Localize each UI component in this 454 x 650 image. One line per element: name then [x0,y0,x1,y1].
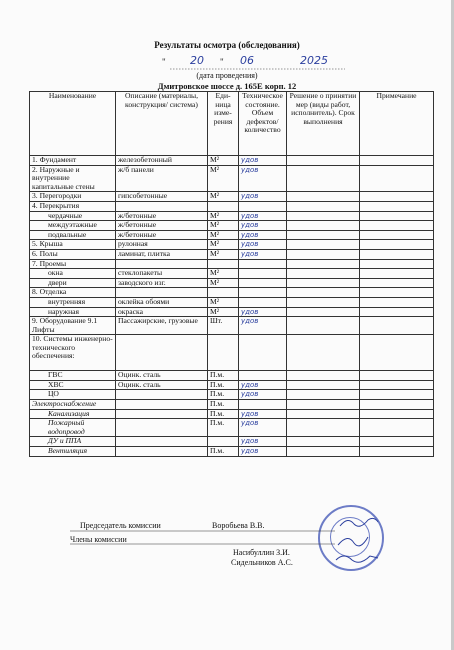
stamp-inner-ring [330,517,370,557]
row-unit: П.м. [208,390,239,400]
table-row [30,288,434,298]
row-description: Оцинк. сталь [116,371,208,381]
row-condition [239,371,287,381]
row-name: 5. Крыша [30,240,116,250]
row-condition [239,269,287,279]
row-name: 10. Системы инженерно-технического обеспечения: [30,335,116,371]
date-caption: (дата проведения) [196,71,258,80]
row-note [360,419,434,437]
row-description [116,447,208,457]
table-row [30,211,434,221]
date-month: 06 [240,54,254,67]
row-note [360,307,434,317]
row-name: ГВС [30,371,116,381]
row-condition [239,297,287,307]
header-name: Наименование [30,92,116,156]
row-decision [287,230,360,240]
row-unit: М² [208,278,239,288]
row-unit: М² [208,269,239,279]
header-unit: Еди-ница изме-рения [208,92,239,156]
row-decision [287,240,360,250]
row-decision [287,437,360,447]
row-description: ж/бетонные [116,211,208,221]
row-note [360,211,434,221]
row-name: 6. Полы [30,249,116,259]
row-condition: удов [239,447,287,457]
row-name: наружная [30,307,116,317]
row-description [116,259,208,269]
row-description: стеклопакеты [116,269,208,279]
row-description [116,400,208,410]
row-description [116,390,208,400]
row-note [360,201,434,211]
row-name: чердачные [30,211,116,221]
row-name: 3. Перегородки [30,192,116,202]
table-row [30,156,434,166]
row-description [116,437,208,447]
row-condition: удов [239,390,287,400]
row-description: окраска [116,307,208,317]
row-description [116,201,208,211]
row-note [360,221,434,231]
table-row [30,400,434,410]
date-quote-close: " [220,57,224,67]
row-description: Оцинк. сталь [116,380,208,390]
row-unit [208,288,239,298]
row-unit: М² [208,192,239,202]
row-unit: П.м. [208,447,239,457]
row-unit [208,437,239,447]
date-year: 2025 [300,54,328,67]
table-row [30,317,434,335]
row-name: ДУ и ППА [30,437,116,447]
row-description: заводского изг. [116,278,208,288]
row-name: 9. Оборудование 9.1 Лифты [30,317,116,335]
row-description: ж/б панели [116,165,208,192]
row-unit: М² [208,165,239,192]
row-description: ж/бетонные [116,230,208,240]
inspection-table [29,91,434,457]
chair-label: Председатель комиссии [80,521,161,530]
row-decision [287,297,360,307]
row-decision [287,165,360,192]
row-note [360,165,434,192]
table-row [30,192,434,202]
row-description: рулонная [116,240,208,250]
row-note [360,437,434,447]
row-condition [239,288,287,298]
header-condition: Техническое состояние. Объем дефектов/ количество [239,92,287,156]
row-description: Пассажирские, грузовые [116,317,208,335]
row-decision [287,211,360,221]
row-name: подвальные [30,230,116,240]
row-decision [287,390,360,400]
table-row [30,307,434,317]
row-description: оклейка обоями [116,297,208,307]
members-label: Члены комиссии [70,535,127,544]
row-decision [287,409,360,419]
row-unit: М² [208,297,239,307]
row-condition [239,201,287,211]
row-decision [287,201,360,211]
row-unit: Шт. [208,317,239,335]
row-decision [287,307,360,317]
table-row [30,278,434,288]
row-condition: удов [239,307,287,317]
table-row [30,269,434,279]
row-note [360,240,434,250]
row-description: железобетонный [116,156,208,166]
date-underline [150,57,350,71]
row-note [360,409,434,419]
row-condition: удов [239,192,287,202]
member-2-name: Сидельников А.С. [231,558,293,567]
row-unit: П.м. [208,419,239,437]
row-decision [287,317,360,335]
row-note [360,249,434,259]
row-unit [208,335,239,371]
row-condition: удов [239,165,287,192]
row-unit: М² [208,221,239,231]
row-description: ламинат, плитка [116,249,208,259]
row-decision [287,400,360,410]
row-name: Канализация [30,409,116,419]
row-note [360,230,434,240]
row-note [360,380,434,390]
row-condition: удов [239,380,287,390]
table-row [30,447,434,457]
table-row [30,390,434,400]
row-condition [239,278,287,288]
row-name: 7. Проемы [30,259,116,269]
row-decision [287,278,360,288]
row-condition [239,259,287,269]
table-row [30,371,434,381]
table-row [30,297,434,307]
row-unit: М² [208,240,239,250]
row-unit: П.м. [208,371,239,381]
header-note: Примечание [360,92,434,156]
row-name: ХВС [30,380,116,390]
row-unit: М² [208,230,239,240]
row-note [360,259,434,269]
row-name: двери [30,278,116,288]
row-note [360,156,434,166]
row-note [360,278,434,288]
row-condition: удов [239,317,287,335]
row-note [360,371,434,381]
date-line [150,54,350,71]
header-description: Описание (материалы, конструкция/ система) [116,92,208,156]
row-name: междуэтажные [30,221,116,231]
row-description [116,288,208,298]
row-description [116,419,208,437]
row-decision [287,447,360,457]
row-decision [287,192,360,202]
row-note [360,447,434,457]
row-unit: П.м. [208,400,239,410]
row-decision [287,259,360,269]
row-name: Электроснабжение [30,400,116,410]
table-row [30,259,434,269]
table-row [30,230,434,240]
row-condition [239,400,287,410]
row-name: Пожарный водопровод [30,419,116,437]
document-title: Результаты осмотра (обследования) [154,40,300,50]
row-note [360,400,434,410]
table-row [30,419,434,437]
row-condition: удов [239,156,287,166]
row-condition: удов [239,419,287,437]
row-unit: М² [208,211,239,221]
row-unit [208,201,239,211]
row-name: окна [30,269,116,279]
row-decision [287,371,360,381]
row-decision [287,335,360,371]
chair-name: Воробьева В.В. [212,521,265,530]
row-decision [287,221,360,231]
date-quote-open: " [162,57,166,67]
address: Дмитровское шоссе д. 165Е корп. 12 [157,81,297,91]
row-unit: П.м. [208,409,239,419]
row-unit: М² [208,249,239,259]
row-condition: удов [239,409,287,419]
table-row [30,165,434,192]
table-row [30,380,434,390]
table-row [30,201,434,211]
row-name: 1. Фундамент [30,156,116,166]
table-row [30,221,434,231]
table-row [30,240,434,250]
row-condition: удов [239,221,287,231]
row-note [360,192,434,202]
table-row [30,437,434,447]
table-row [30,249,434,259]
row-decision [287,249,360,259]
row-condition: удов [239,240,287,250]
table-row [30,335,434,371]
row-decision [287,288,360,298]
row-decision [287,380,360,390]
header-decision: Решение о принятии мер (виды работ, исполнитель). Срок выполнения [287,92,360,156]
row-description: ж/бетонные [116,221,208,231]
member-1-name: Насибуллин З.И. [233,548,290,557]
row-name: внутренняя [30,297,116,307]
row-condition: удов [239,230,287,240]
row-condition: удов [239,249,287,259]
row-note [360,335,434,371]
organization-stamp [318,505,384,571]
row-decision [287,269,360,279]
row-description: гипсобетонные [116,192,208,202]
row-unit: П.м. [208,380,239,390]
row-unit: М² [208,156,239,166]
table-row [30,409,434,419]
row-description [116,409,208,419]
row-decision [287,156,360,166]
row-name: 4. Перекрытия [30,201,116,211]
row-note [360,288,434,298]
row-note [360,269,434,279]
row-decision [287,419,360,437]
row-condition: удов [239,211,287,221]
row-name: 2. Наружные и внутренние капитальные стены [30,165,116,192]
row-name: 8. Отделка [30,288,116,298]
row-condition [239,335,287,371]
row-unit: М² [208,307,239,317]
row-condition: удов [239,437,287,447]
row-description [116,335,208,371]
row-note [360,390,434,400]
row-note [360,317,434,335]
row-name: ЦО [30,390,116,400]
row-unit [208,259,239,269]
date-day: 20 [190,54,204,67]
row-note [360,297,434,307]
row-name: Вентиляция [30,447,116,457]
